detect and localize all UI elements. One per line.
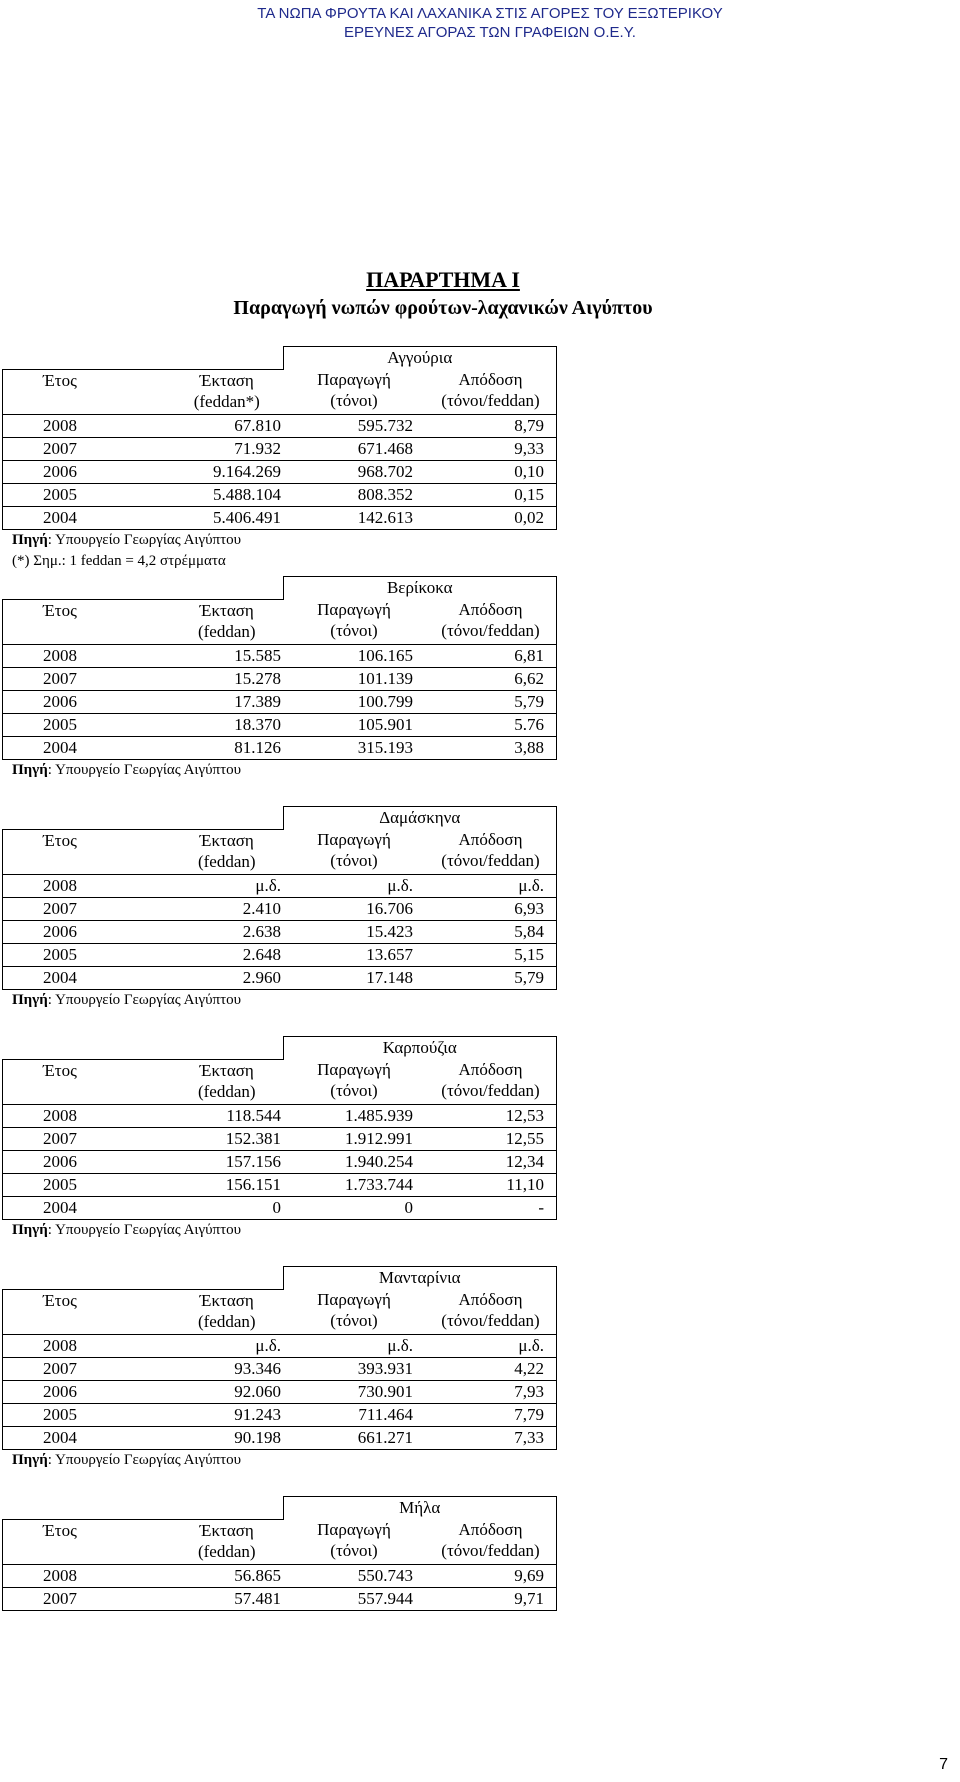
yield-cell: 8,79 xyxy=(425,414,557,437)
yield-cell: 9,33 xyxy=(425,437,557,460)
yield-cell: 12,55 xyxy=(425,1127,557,1150)
production-cell: μ.δ. xyxy=(283,874,425,897)
production-cell: 100.799 xyxy=(283,690,425,713)
area-cell: 0 xyxy=(171,1196,284,1219)
yield-cell: 5,79 xyxy=(425,690,557,713)
year-header-label: Έτος xyxy=(43,1290,77,1310)
year-header xyxy=(3,599,171,644)
year-header-label: Έτος xyxy=(43,600,77,620)
table-row xyxy=(3,506,557,529)
area-cell: 2.960 xyxy=(171,966,284,989)
yield-cell: 0,02 xyxy=(425,506,557,529)
yield-cell: 7,93 xyxy=(425,1380,557,1403)
source-label: Πηγή xyxy=(12,991,48,1008)
page-number: 7 xyxy=(939,1756,948,1773)
crop-table-section xyxy=(0,346,560,572)
column-header-row xyxy=(3,369,557,414)
production-cell: 105.901 xyxy=(283,713,425,736)
year-cell: 2008 xyxy=(3,1564,171,1587)
yield-header-unit: (τόνοι/feddan) xyxy=(441,1311,540,1330)
area-cell: 15.585 xyxy=(171,644,284,667)
area-cell: 57.481 xyxy=(171,1587,284,1610)
area-cell: 157.156 xyxy=(171,1150,284,1173)
production-cell: 15.423 xyxy=(283,920,425,943)
production-header-unit: (τόνοι) xyxy=(330,391,378,410)
empty-cell xyxy=(171,577,284,600)
year-cell: 2005 xyxy=(3,713,171,736)
table-row xyxy=(3,736,557,759)
year-cell: 2007 xyxy=(3,1587,171,1610)
source-note xyxy=(12,760,560,781)
area-cell: 152.381 xyxy=(171,1127,284,1150)
table-row xyxy=(3,920,557,943)
production-cell: 1.733.744 xyxy=(283,1173,425,1196)
year-header-label: Έτος xyxy=(43,1060,77,1080)
area-cell: 5.488.104 xyxy=(171,483,284,506)
area-header xyxy=(171,1289,284,1334)
empty-cell xyxy=(171,347,284,370)
production-header-label: Παραγωγή xyxy=(317,1520,391,1539)
empty-cell xyxy=(171,807,284,830)
area-cell: 81.126 xyxy=(171,736,284,759)
production-cell: 393.931 xyxy=(283,1357,425,1380)
column-header-row xyxy=(3,829,557,874)
crop-name-row xyxy=(3,1037,557,1060)
yield-cell: 5,84 xyxy=(425,920,557,943)
table-row xyxy=(3,713,557,736)
area-cell: 15.278 xyxy=(171,667,284,690)
production-header xyxy=(283,829,425,874)
production-cell: 808.352 xyxy=(283,483,425,506)
area-header-label: Έκταση xyxy=(199,370,254,390)
source-text: : Υπουργείο Γεωργίας Αιγύπτου xyxy=(47,531,242,548)
empty-cell xyxy=(171,1497,284,1520)
production-cell: 968.702 xyxy=(283,460,425,483)
area-header-unit: (feddan) xyxy=(197,851,256,871)
production-cell: 101.139 xyxy=(283,667,425,690)
yield-header-label: Απόδοση xyxy=(458,1060,523,1079)
yield-cell: μ.δ. xyxy=(425,874,557,897)
year-cell: 2005 xyxy=(3,1173,171,1196)
yield-header-label: Απόδοση xyxy=(458,830,523,849)
yield-cell: 6,81 xyxy=(425,644,557,667)
table-row xyxy=(3,1587,557,1610)
empty-cell xyxy=(3,807,171,830)
crop-table xyxy=(2,576,557,760)
year-header xyxy=(3,829,171,874)
table-row xyxy=(3,690,557,713)
area-cell: 90.198 xyxy=(171,1426,284,1449)
table-row xyxy=(3,1334,557,1357)
area-cell: 9.164.269 xyxy=(171,460,284,483)
area-cell: μ.δ. xyxy=(171,874,284,897)
yield-header-label: Απόδοση xyxy=(458,600,523,619)
area-cell: 17.389 xyxy=(171,690,284,713)
yield-header-unit: (τόνοι/feddan) xyxy=(441,1541,540,1560)
crop-name: Βερίκοκα xyxy=(283,577,557,600)
area-header-unit: (feddan) xyxy=(197,1541,256,1561)
yield-cell: 11,10 xyxy=(425,1173,557,1196)
year-header xyxy=(3,1059,171,1104)
crop-name: Αγγούρια xyxy=(283,347,557,370)
year-cell: 2005 xyxy=(3,943,171,966)
table-row xyxy=(3,874,557,897)
year-cell: 2006 xyxy=(3,1150,171,1173)
source-text: : Υπουργείο Γεωργίας Αιγύπτου xyxy=(47,1221,242,1238)
table-row xyxy=(3,437,557,460)
year-header-label: Έτος xyxy=(43,370,77,390)
crop-table xyxy=(2,1036,557,1220)
table-row xyxy=(3,943,557,966)
crop-table-section xyxy=(0,1496,560,1611)
source-note xyxy=(12,530,560,551)
year-cell: 2004 xyxy=(3,736,171,759)
year-cell: 2007 xyxy=(3,897,171,920)
production-header-label: Παραγωγή xyxy=(317,1290,391,1309)
table-row xyxy=(3,414,557,437)
table-row xyxy=(3,1104,557,1127)
yield-header-label: Απόδοση xyxy=(458,370,523,389)
yield-header-label: Απόδοση xyxy=(458,1520,523,1539)
production-header-unit: (τόνοι) xyxy=(330,621,378,640)
area-header-label: Έκταση xyxy=(199,830,254,850)
area-cell: 118.544 xyxy=(171,1104,284,1127)
yield-header xyxy=(425,1059,557,1104)
crop-name: Καρπούζια xyxy=(283,1037,557,1060)
empty-cell xyxy=(3,347,171,370)
year-cell: 2007 xyxy=(3,437,171,460)
year-cell: 2008 xyxy=(3,414,171,437)
production-header-label: Παραγωγή xyxy=(317,1060,391,1079)
year-header xyxy=(3,1289,171,1334)
area-header-unit: (feddan) xyxy=(197,1311,256,1331)
empty-cell xyxy=(3,1037,171,1060)
yield-cell: 12,53 xyxy=(425,1104,557,1127)
production-header-unit: (τόνοι) xyxy=(330,1541,378,1560)
production-cell: 1.912.991 xyxy=(283,1127,425,1150)
year-cell: 2004 xyxy=(3,506,171,529)
source-label: Πηγή xyxy=(12,1221,48,1238)
year-cell: 2006 xyxy=(3,690,171,713)
production-cell: 661.271 xyxy=(283,1426,425,1449)
appendix-subtitle: Παραγωγή νωπών φρούτων-λαχανικών Αιγύπτου xyxy=(233,297,653,319)
table-row xyxy=(3,483,557,506)
column-header-row xyxy=(3,1059,557,1104)
source-note xyxy=(12,990,560,1011)
area-header-unit: (feddan*) xyxy=(193,391,260,411)
year-cell: 2007 xyxy=(3,1127,171,1150)
column-header-row xyxy=(3,1519,557,1564)
year-cell: 2008 xyxy=(3,1334,171,1357)
crop-table xyxy=(2,1496,557,1611)
year-cell: 2004 xyxy=(3,966,171,989)
yield-cell: 6,62 xyxy=(425,667,557,690)
year-cell: 2004 xyxy=(3,1196,171,1219)
year-cell: 2006 xyxy=(3,460,171,483)
table-row xyxy=(3,644,557,667)
empty-cell xyxy=(171,1267,284,1290)
year-cell: 2006 xyxy=(3,920,171,943)
yield-cell: 9,71 xyxy=(425,1587,557,1610)
year-cell: 2006 xyxy=(3,1380,171,1403)
table-row xyxy=(3,897,557,920)
table-row xyxy=(3,1426,557,1449)
area-header xyxy=(171,599,284,644)
column-header-row xyxy=(3,1289,557,1334)
production-cell: μ.δ. xyxy=(283,1334,425,1357)
production-cell: 1.485.939 xyxy=(283,1104,425,1127)
production-cell: 730.901 xyxy=(283,1380,425,1403)
year-cell: 2008 xyxy=(3,874,171,897)
year-header-label: Έτος xyxy=(43,1520,77,1540)
crop-table-section xyxy=(0,1266,560,1471)
yield-cell: 5,15 xyxy=(425,943,557,966)
production-cell: 711.464 xyxy=(283,1403,425,1426)
source-label: Πηγή xyxy=(12,531,48,548)
crop-name-row xyxy=(3,347,557,370)
table-row xyxy=(3,1380,557,1403)
source-note xyxy=(12,1450,560,1471)
yield-cell: 4,22 xyxy=(425,1357,557,1380)
area-cell: 156.151 xyxy=(171,1173,284,1196)
yield-cell: 6,93 xyxy=(425,897,557,920)
unit-note: (*) Σημ.: 1 feddan = 4,2 στρέμματα xyxy=(12,552,226,569)
crop-name-row xyxy=(3,1267,557,1290)
source-text: : Υπουργείο Γεωργίας Αιγύπτου xyxy=(47,1451,242,1468)
table-row xyxy=(3,1127,557,1150)
table-row xyxy=(3,667,557,690)
crop-name-row xyxy=(3,1497,557,1520)
year-cell: 2007 xyxy=(3,667,171,690)
appendix-title: ΠΑΡΑΡΤΗΜΑ Ι xyxy=(366,267,520,292)
crop-table-section xyxy=(0,576,560,781)
area-cell: 2.648 xyxy=(171,943,284,966)
table-row xyxy=(3,1403,557,1426)
year-cell: 2004 xyxy=(3,1426,171,1449)
production-header-label: Παραγωγή xyxy=(317,830,391,849)
area-cell: 93.346 xyxy=(171,1357,284,1380)
area-header-label: Έκταση xyxy=(199,600,254,620)
production-header-unit: (τόνοι) xyxy=(330,1311,378,1330)
yield-header xyxy=(425,829,557,874)
production-header xyxy=(283,599,425,644)
area-header-label: Έκταση xyxy=(199,1060,254,1080)
yield-header-unit: (τόνοι/feddan) xyxy=(441,851,540,870)
production-cell: 595.732 xyxy=(283,414,425,437)
title-block xyxy=(0,266,886,322)
table-row xyxy=(3,1196,557,1219)
yield-cell: 7,79 xyxy=(425,1403,557,1426)
table-row xyxy=(3,1357,557,1380)
area-cell: 67.810 xyxy=(171,414,284,437)
production-cell: 671.468 xyxy=(283,437,425,460)
empty-cell xyxy=(3,1497,171,1520)
area-header xyxy=(171,1519,284,1564)
year-cell: 2008 xyxy=(3,644,171,667)
area-cell: 5.406.491 xyxy=(171,506,284,529)
source-note xyxy=(12,1220,560,1241)
crop-name: Δαμάσκηνα xyxy=(283,807,557,830)
year-header xyxy=(3,369,171,414)
page-header xyxy=(0,4,960,42)
area-cell: 91.243 xyxy=(171,1403,284,1426)
yield-header xyxy=(425,599,557,644)
area-cell: 2.638 xyxy=(171,920,284,943)
production-header xyxy=(283,1519,425,1564)
area-header-label: Έκταση xyxy=(199,1520,254,1540)
production-cell: 315.193 xyxy=(283,736,425,759)
production-cell: 557.944 xyxy=(283,1587,425,1610)
yield-cell: 0,15 xyxy=(425,483,557,506)
production-cell: 13.657 xyxy=(283,943,425,966)
area-cell: 18.370 xyxy=(171,713,284,736)
production-header-unit: (τόνοι) xyxy=(330,851,378,870)
area-cell: 92.060 xyxy=(171,1380,284,1403)
production-cell: 17.148 xyxy=(283,966,425,989)
crop-name-row xyxy=(3,577,557,600)
area-cell: 71.932 xyxy=(171,437,284,460)
area-header xyxy=(171,1059,284,1104)
source-text: : Υπουργείο Γεωργίας Αιγύπτου xyxy=(47,991,242,1008)
yield-cell: 12,34 xyxy=(425,1150,557,1173)
header-line-1: ΤΑ ΝΩΠΑ ΦΡΟΥΤΑ ΚΑΙ ΛΑΧΑΝΙΚΑ ΣΤΙΣ ΑΓΟΡΕΣ ΤΟΥ ΕΞΩΤΕΡΙΚΟΥ xyxy=(257,5,723,22)
area-header-unit: (feddan) xyxy=(197,1081,256,1101)
production-header-label: Παραγωγή xyxy=(317,600,391,619)
empty-cell xyxy=(3,577,171,600)
yield-cell: 3,88 xyxy=(425,736,557,759)
production-header-unit: (τόνοι) xyxy=(330,1081,378,1100)
table-row xyxy=(3,460,557,483)
yield-header-label: Απόδοση xyxy=(458,1290,523,1309)
area-cell: 2.410 xyxy=(171,897,284,920)
production-cell: 1.940.254 xyxy=(283,1150,425,1173)
area-header-unit: (feddan) xyxy=(197,621,256,641)
production-header-label: Παραγωγή xyxy=(317,370,391,389)
year-header xyxy=(3,1519,171,1564)
crop-name-row xyxy=(3,807,557,830)
year-header-label: Έτος xyxy=(43,830,77,850)
source-label: Πηγή xyxy=(12,761,48,778)
yield-header-unit: (τόνοι/feddan) xyxy=(441,391,540,410)
yield-header-unit: (τόνοι/feddan) xyxy=(441,621,540,640)
crop-table xyxy=(2,346,557,530)
yield-cell: 0,10 xyxy=(425,460,557,483)
table-row xyxy=(3,1564,557,1587)
area-header-label: Έκταση xyxy=(199,1290,254,1310)
table-row xyxy=(3,1150,557,1173)
empty-cell xyxy=(171,1037,284,1060)
yield-header-unit: (τόνοι/feddan) xyxy=(441,1081,540,1100)
yield-cell: - xyxy=(425,1196,557,1219)
empty-cell xyxy=(3,1267,171,1290)
yield-header xyxy=(425,1289,557,1334)
header-line-2: ΕΡΕΥΝΕΣ ΑΓΟΡΑΣ ΤΩΝ ΓΡΑΦΕΙΩΝ Ο.Ε.Υ. xyxy=(344,24,636,41)
year-cell: 2005 xyxy=(3,1403,171,1426)
production-cell: 106.165 xyxy=(283,644,425,667)
crop-table xyxy=(2,806,557,990)
area-header xyxy=(171,369,284,414)
year-cell: 2008 xyxy=(3,1104,171,1127)
year-cell: 2005 xyxy=(3,483,171,506)
yield-header xyxy=(425,369,557,414)
yield-header xyxy=(425,1519,557,1564)
yield-cell: 7,33 xyxy=(425,1426,557,1449)
crop-table-section xyxy=(0,1036,560,1241)
year-cell: 2007 xyxy=(3,1357,171,1380)
source-label: Πηγή xyxy=(12,1451,48,1468)
production-cell: 0 xyxy=(283,1196,425,1219)
area-cell: μ.δ. xyxy=(171,1334,284,1357)
yield-cell: 9,69 xyxy=(425,1564,557,1587)
production-header xyxy=(283,369,425,414)
yield-cell: 5,79 xyxy=(425,966,557,989)
crop-table-section xyxy=(0,806,560,1011)
column-header-row xyxy=(3,599,557,644)
area-cell: 56.865 xyxy=(171,1564,284,1587)
crop-table xyxy=(2,1266,557,1450)
table-row xyxy=(3,1173,557,1196)
yield-cell: μ.δ. xyxy=(425,1334,557,1357)
yield-cell: 5.76 xyxy=(425,713,557,736)
production-cell: 16.706 xyxy=(283,897,425,920)
production-cell: 550.743 xyxy=(283,1564,425,1587)
source-text: : Υπουργείο Γεωργίας Αιγύπτου xyxy=(47,761,242,778)
area-header xyxy=(171,829,284,874)
crop-name: Μήλα xyxy=(283,1497,557,1520)
table-row xyxy=(3,966,557,989)
production-header xyxy=(283,1059,425,1104)
production-cell: 142.613 xyxy=(283,506,425,529)
crop-name: Μανταρίνια xyxy=(283,1267,557,1290)
production-header xyxy=(283,1289,425,1334)
